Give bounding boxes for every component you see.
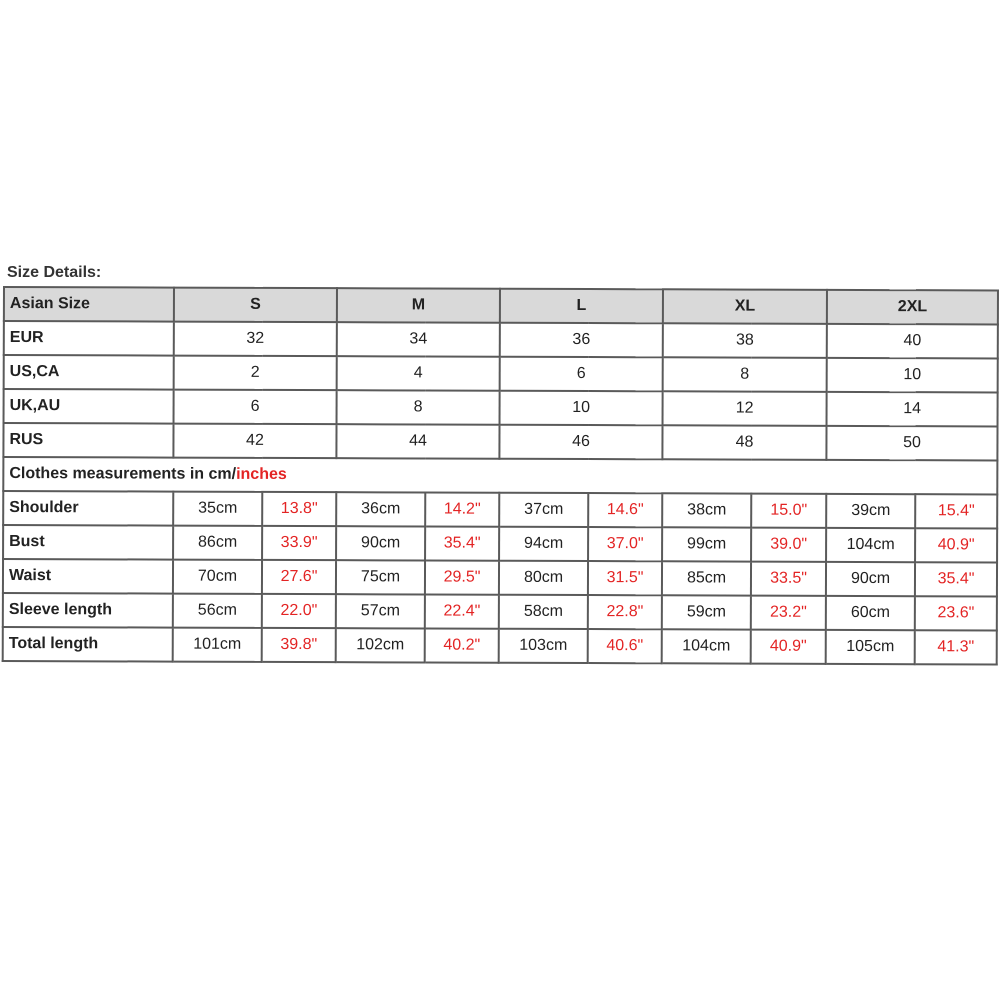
inch-value: 40.9" [915, 528, 997, 562]
size-value: 2 [174, 356, 337, 391]
cm-value: 86cm [173, 526, 262, 560]
size-value: 8 [337, 390, 500, 425]
size-value: 42 [173, 424, 336, 459]
cm-value: 36cm [336, 492, 425, 526]
size-header: 2XL [827, 290, 998, 325]
size-value: 8 [663, 357, 827, 392]
cm-value: 105cm [826, 630, 915, 664]
measurement-row [3, 525, 997, 562]
cm-value: 85cm [662, 561, 751, 595]
asian-size-header: Asian Size [4, 287, 174, 322]
cm-value: 90cm [826, 562, 915, 596]
size-table-body [3, 287, 998, 664]
inch-value: 22.8" [588, 595, 662, 629]
measurements-section-row [3, 457, 997, 494]
size-value: 44 [336, 424, 499, 459]
inch-value: 15.4" [915, 494, 997, 528]
cm-value: 103cm [499, 629, 588, 663]
cm-value: 57cm [336, 594, 425, 628]
size-value: 6 [500, 357, 663, 392]
size-header: L [500, 289, 663, 324]
row-label: Shoulder [3, 491, 173, 526]
inch-value: 41.3" [915, 630, 997, 664]
size-value: 48 [662, 425, 826, 460]
inch-value: 22.4" [425, 594, 499, 628]
row-label: Bust [3, 525, 173, 560]
measurement-row [3, 627, 997, 664]
cm-value: 39cm [826, 494, 915, 528]
conversion-row [4, 321, 998, 358]
size-header: S [174, 288, 337, 323]
cm-value: 60cm [826, 596, 915, 630]
cm-value: 70cm [173, 560, 262, 594]
cm-value: 99cm [662, 527, 751, 561]
section-title-prefix: Clothes measurements in cm/ [9, 465, 237, 483]
size-value: 40 [827, 324, 998, 359]
size-details-caption: Size Details: [7, 264, 102, 281]
size-value: 14 [827, 392, 998, 427]
size-value: 32 [174, 322, 337, 357]
size-value: 10 [500, 391, 663, 426]
header-row [4, 287, 998, 324]
row-label: Total length [3, 627, 173, 662]
inch-value: 40.9" [751, 630, 826, 664]
inch-value: 22.0" [262, 594, 336, 628]
measurements-section-title [3, 457, 997, 494]
cm-value: 35cm [173, 492, 262, 526]
cm-value: 38cm [662, 493, 751, 527]
inch-value: 27.6" [262, 560, 336, 594]
size-value: 6 [174, 390, 337, 425]
inch-value: 14.2" [425, 492, 499, 526]
measurement-row [3, 559, 997, 596]
measurement-row [3, 491, 997, 528]
conversion-row [3, 423, 997, 460]
size-value: 4 [337, 356, 500, 391]
cm-value: 94cm [499, 527, 588, 561]
size-table [2, 286, 999, 665]
inch-value: 33.5" [751, 562, 826, 596]
row-label: EUR [4, 321, 174, 356]
cm-value: 59cm [662, 595, 751, 629]
size-value: 50 [826, 426, 997, 461]
inch-value: 29.5" [425, 560, 499, 594]
conversion-row [4, 355, 998, 392]
size-value: 12 [663, 391, 827, 426]
inch-value: 23.6" [915, 596, 997, 630]
inch-value: 23.2" [751, 596, 826, 630]
row-label: RUS [3, 423, 173, 458]
cm-value: 37cm [499, 493, 588, 527]
size-value: 38 [663, 323, 827, 358]
size-header: M [337, 288, 500, 323]
inch-value: 40.2" [425, 628, 499, 662]
inch-value: 39.8" [262, 628, 336, 662]
inch-value: 14.6" [588, 493, 662, 527]
inch-value: 31.5" [588, 561, 662, 595]
cm-value: 56cm [173, 594, 262, 628]
cm-value: 102cm [336, 628, 425, 662]
size-header: XL [663, 289, 827, 324]
size-value: 10 [827, 358, 998, 393]
cm-value: 90cm [336, 526, 425, 560]
cm-value: 80cm [499, 561, 588, 595]
cm-value: 104cm [826, 528, 915, 562]
inch-value: 39.0" [751, 528, 826, 562]
inch-value: 15.0" [751, 494, 826, 528]
cm-value: 75cm [336, 560, 425, 594]
inch-value: 33.9" [262, 526, 336, 560]
row-label: US,CA [4, 355, 174, 390]
size-value: 46 [499, 425, 662, 460]
inch-value: 37.0" [588, 527, 662, 561]
cm-value: 104cm [662, 629, 751, 663]
inch-value: 35.4" [425, 526, 499, 560]
inch-value: 40.6" [588, 629, 662, 663]
row-label: Sleeve length [3, 593, 173, 628]
row-label: UK,AU [4, 389, 174, 424]
size-chart [2, 286, 997, 665]
conversion-row [4, 389, 998, 426]
inch-value: 13.8" [262, 492, 336, 526]
size-value: 36 [500, 323, 663, 358]
measurement-row [3, 593, 997, 630]
section-title-suffix: inches [236, 465, 287, 483]
inch-value: 35.4" [915, 562, 997, 596]
cm-value: 58cm [499, 595, 588, 629]
size-value: 34 [337, 322, 500, 357]
cm-value: 101cm [173, 628, 262, 662]
row-label: Waist [3, 559, 173, 594]
